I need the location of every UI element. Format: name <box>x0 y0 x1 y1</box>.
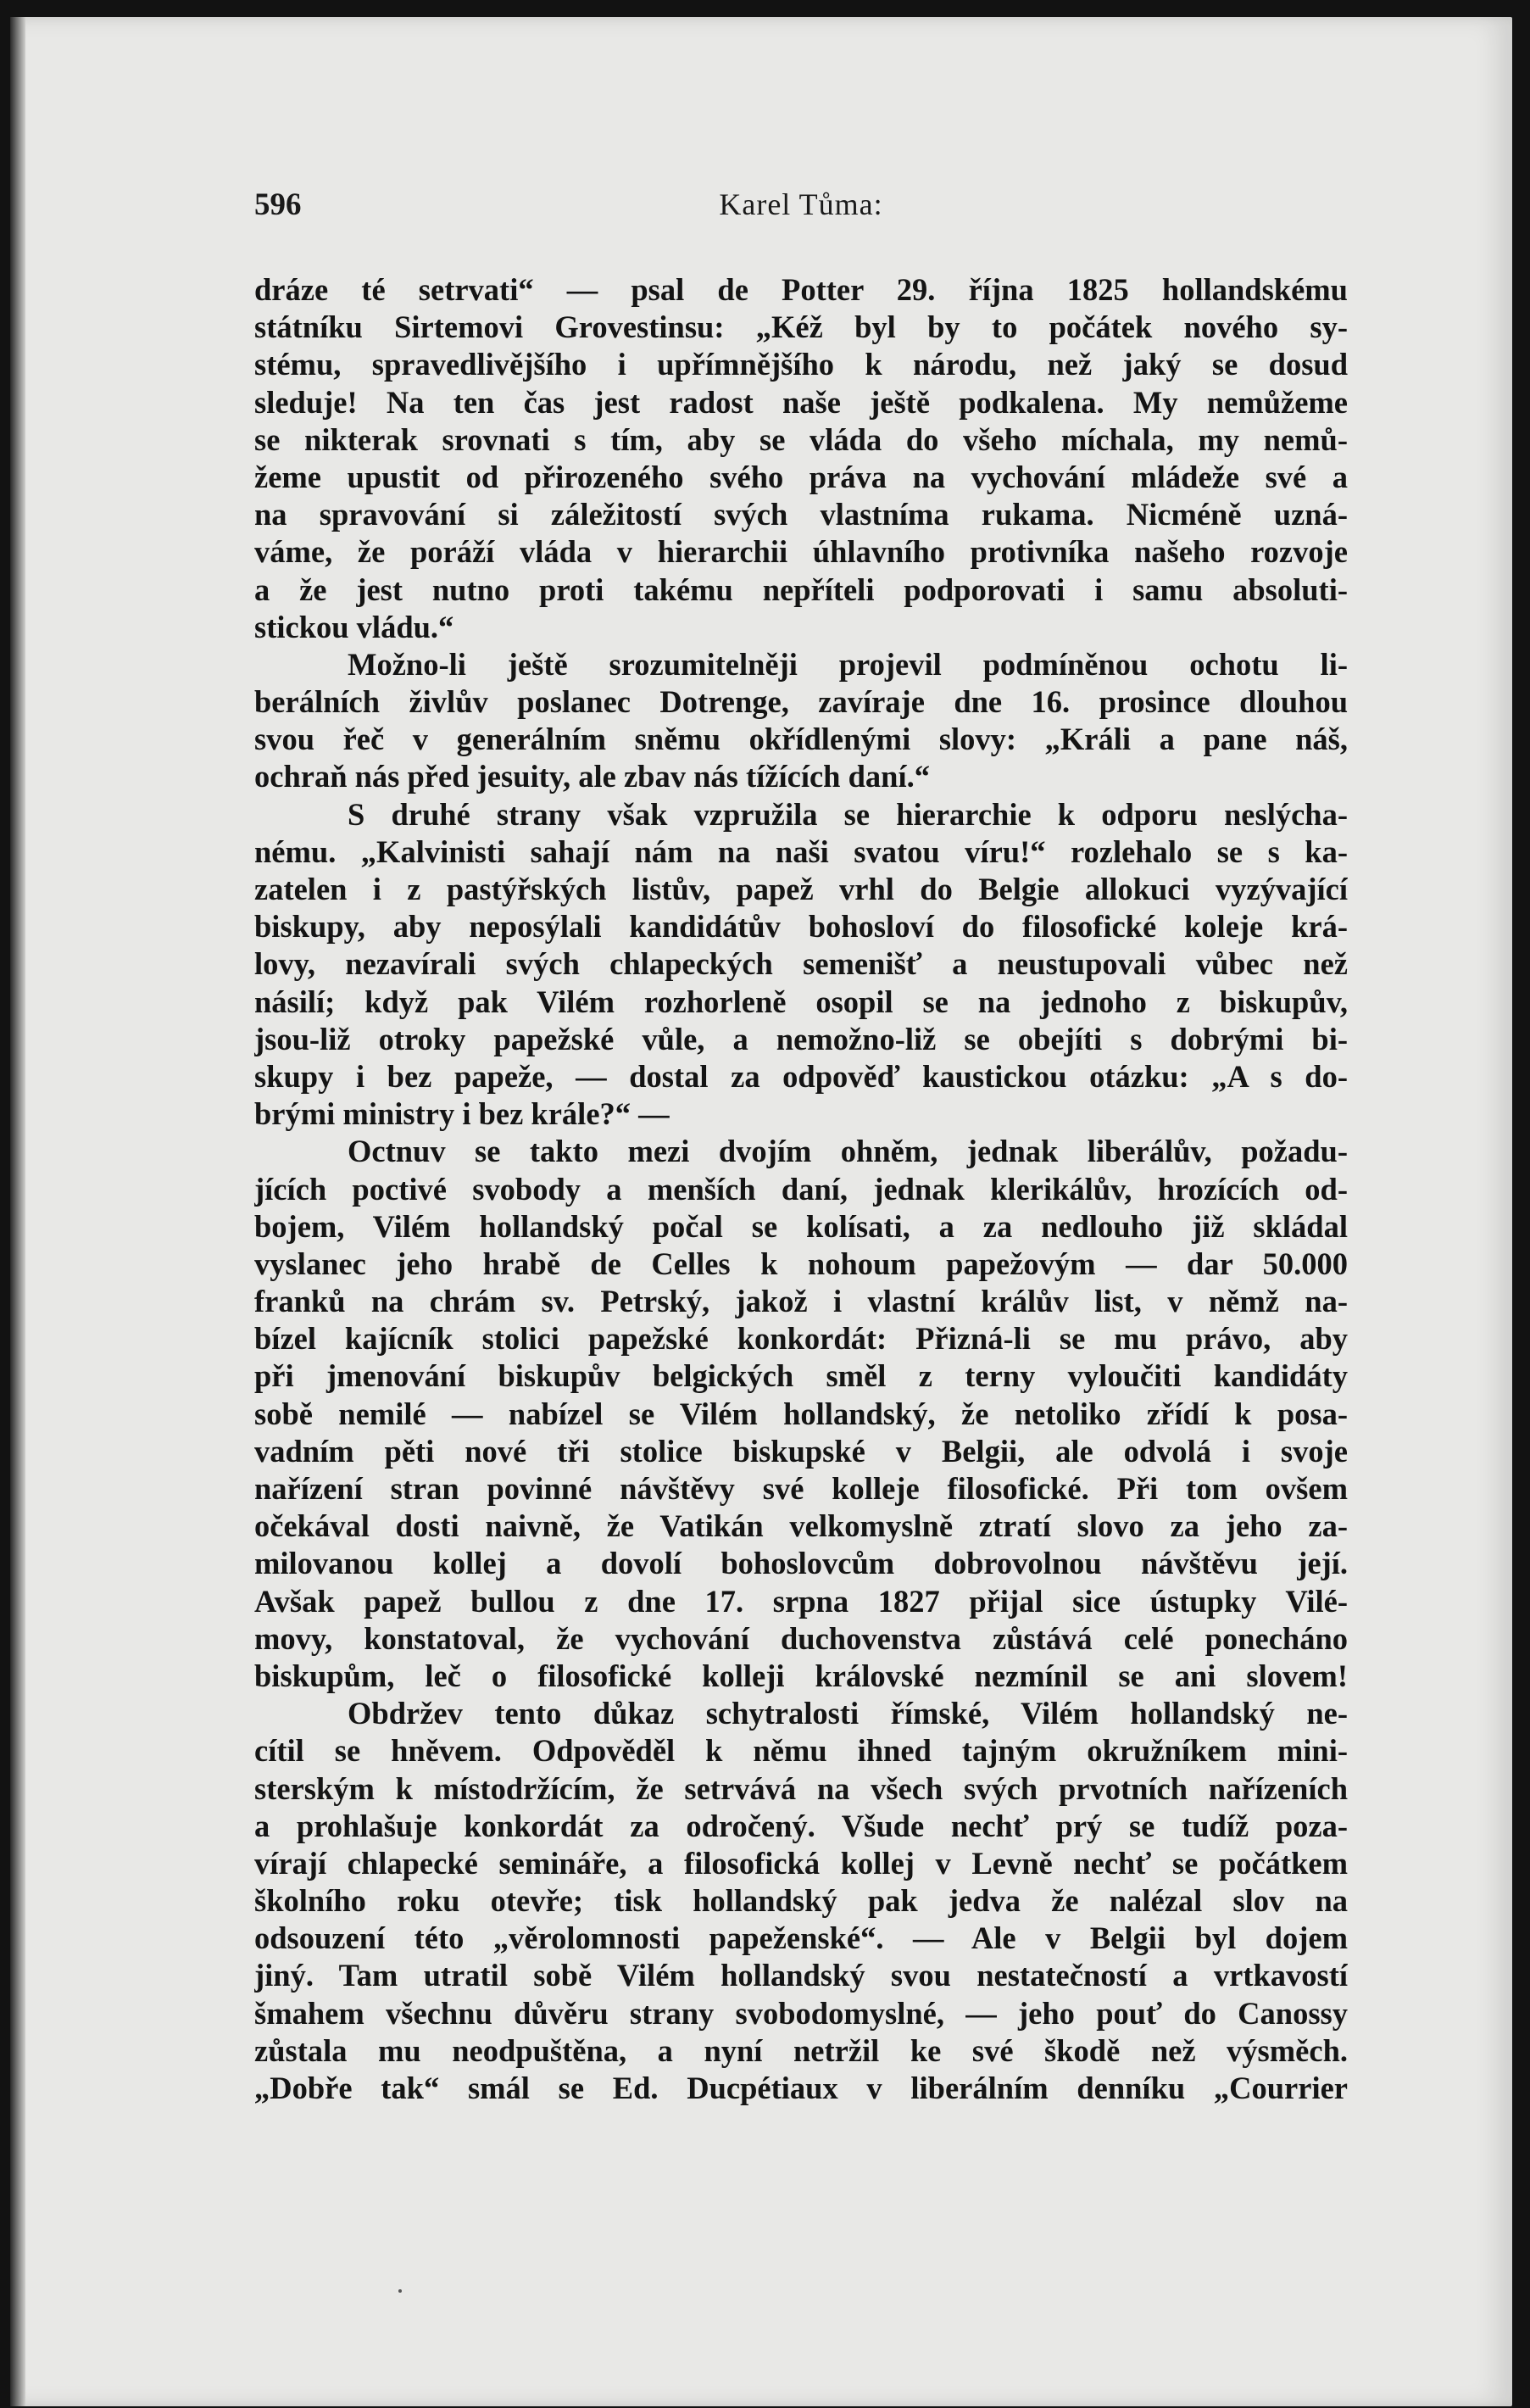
text-line: jících poctivé svobody a menších daní, jednak klerikálův, hrozících od- <box>254 1171 1348 1207</box>
text-line: dráze té setrvati“ — psal de Potter 29. října 1825 hollandskému <box>254 272 1348 307</box>
text-line: na spravování si záležitostí svých vlastníma rukama. Nicméně uzná- <box>254 497 1348 532</box>
text-line: lovy, nezavírali svých chlapeckých semenišť a neustupovali vůbec než <box>254 946 1348 982</box>
text-line: Avšak papež bullou z dne 17. srpna 1827 přijal sice ústupky Vilé- <box>254 1583 1348 1619</box>
text-line: se nikterak srovnati s tím, aby se vláda do všeho míchala, my nemů- <box>254 421 1348 457</box>
text-line: Obdržev tento důkaz schytralosti římské, Vilém hollandský ne- <box>348 1696 1348 1731</box>
page-header <box>254 187 1348 229</box>
text-line: očekával dosti naivně, že Vatikán velkomyslně ztratí slovo za jeho za- <box>254 1508 1348 1544</box>
text-line: váme, že poráží vláda v hierarchii úhlavního protivníka našeho rozvoje <box>254 534 1348 570</box>
page-number: 596 <box>254 187 302 222</box>
text-line: šmahem všechnu důvěru strany svobodomyslné, — jeho pouť do Canossy <box>254 1995 1348 2031</box>
text-line: Octnuv se takto mezi dvojím ohněm, jednak liberálův, požadu- <box>348 1134 1348 1169</box>
text-line: a prohlašuje konkordát za odročený. Všude nechť prý se tudíž poza- <box>254 1808 1348 1843</box>
text-line: berálních živlův poslanec Dotrenge, zavíraje dne 16. prosince dlouhou <box>254 684 1348 720</box>
text-line: skupy i bez papeže, — dostal za odpověď kaustickou otázku: „A s do- <box>254 1058 1348 1094</box>
text-line: odsouzení této „věrolomnosti papeženské“. — Ale v Belgii byl dojem <box>254 1920 1348 1956</box>
text-line: nařízení stran povinné návštěvy své kolleje filosofické. Při tom ovšem <box>254 1471 1348 1506</box>
text-line: milovanou kollej a dovolí bohoslovcům dobrovolnou návštěvu její. <box>254 1546 1348 1581</box>
text-line: při jmenování biskupův belgických směl z terny vyloučiti kandidáty <box>254 1358 1348 1394</box>
running-head: Karel Tůma: <box>719 187 883 221</box>
text-line: žeme upustit od přirozeného svého práva na vychování mládeže své a <box>254 459 1348 494</box>
text-line: státníku Sirtemovi Grovestinsu: „Kéž byl by to počátek nového sy- <box>254 309 1348 345</box>
text-line: franků na chrám sv. Petrský, jakož i vlastní králův list, v němž na- <box>254 1284 1348 1319</box>
text-line: sleduje! Na ten čas jest radost naše ještě podkalena. My nemůžeme <box>254 384 1348 420</box>
text-line: jiný. Tam utratil sobě Vilém hollandský svou nestatečností a vrtkavostí <box>254 1958 1348 1993</box>
text-line: bojem, Vilém hollandský počal se kolísati, a za nedlouho již skládal <box>254 1208 1348 1244</box>
text-line: „Dobře tak“ smál se Ed. Ducpétiaux v liberálním denníku „Courrier <box>254 2071 1348 2105</box>
body-text <box>254 271 1348 2107</box>
text-line: svou řeč v generálním sněmu okřídlenými slovy: „Králi a pane náš, <box>254 722 1348 757</box>
text-line: zůstala mu neodpuštěna, a nyní netržil ke své škodě než výsměch. <box>254 2032 1348 2068</box>
text-line: movy, konstatoval, že vychování duchovenstva zůstává celé ponecháno <box>254 1620 1348 1656</box>
text-line: stému, spravedlivějšího i upřímnějšího k národu, než jaký se dosud <box>254 347 1348 382</box>
text-line: S druhé strany však vzpružila se hierarchie k odporu neslýcha- <box>348 796 1348 832</box>
page-binding-edge <box>10 17 25 2406</box>
text-line: sterským k místodržícím, že setrvává na všech svých prvotních nařízeních <box>254 1770 1348 1806</box>
text-line: cítil se hněvem. Odpověděl k němu ihned tajným okružníkem mini- <box>254 1733 1348 1769</box>
text-line: bízel kajícník stolici papežské konkordát: Přizná-li se mu právo, aby <box>254 1321 1348 1357</box>
text-line: jsou-liž otroky papežské vůle, a nemožno-liž se obejíti s dobrými bi- <box>254 1021 1348 1056</box>
text-line: Možno-li ještě srozumitelněji projevil podmíněnou ochotu li- <box>348 646 1348 682</box>
text-line: stickou vládu.“ <box>254 609 454 644</box>
text-line: vírají chlapecké semináře, a filosofická kollej v Levně nechť se počátkem <box>254 1845 1348 1881</box>
text-line: sobě nemilé — nabízel se Vilém hollandský, že netoliko zřídí k posa- <box>254 1396 1348 1431</box>
text-line: vyslanec jeho hrabě de Celles k nohoum papežovým — dar 50.000 <box>254 1246 1348 1281</box>
text-line: nému. „Kalvinisti sahají nám na naši svatou víru!“ rozlehalo se s ka- <box>254 833 1348 869</box>
text-line: ochraň nás před jesuity, ale zbav nás tížících daní.“ <box>254 759 930 794</box>
text-line: vadním pěti nové tři stolice biskupské v Belgii, ale odvolá i svoje <box>254 1433 1348 1469</box>
text-line: školního roku otevře; tisk hollandský pak jedva že nalézal slov na <box>254 1883 1348 1919</box>
text-line: biskupy, aby neposýlali kandidátův bohosloví do filosofické koleje krá- <box>254 909 1348 945</box>
text-line: a že jest nutno proti takému nepříteli podporovati i samu absoluti- <box>254 571 1348 607</box>
text-line: biskupům, leč o filosofické kolleji královské nezmínil se ani slovem! <box>254 1658 1348 1693</box>
text-line: násilí; když pak Vilém rozhorleně osopil se na jednoho z biskupův, <box>254 984 1348 1019</box>
paper-speck <box>398 2289 402 2293</box>
text-line: brými ministry i bez krále?“ — <box>254 1096 670 1132</box>
text-line: zatelen i z pastýřských listův, papež vrhl do Belgie allokuci vyzývající <box>254 872 1348 906</box>
